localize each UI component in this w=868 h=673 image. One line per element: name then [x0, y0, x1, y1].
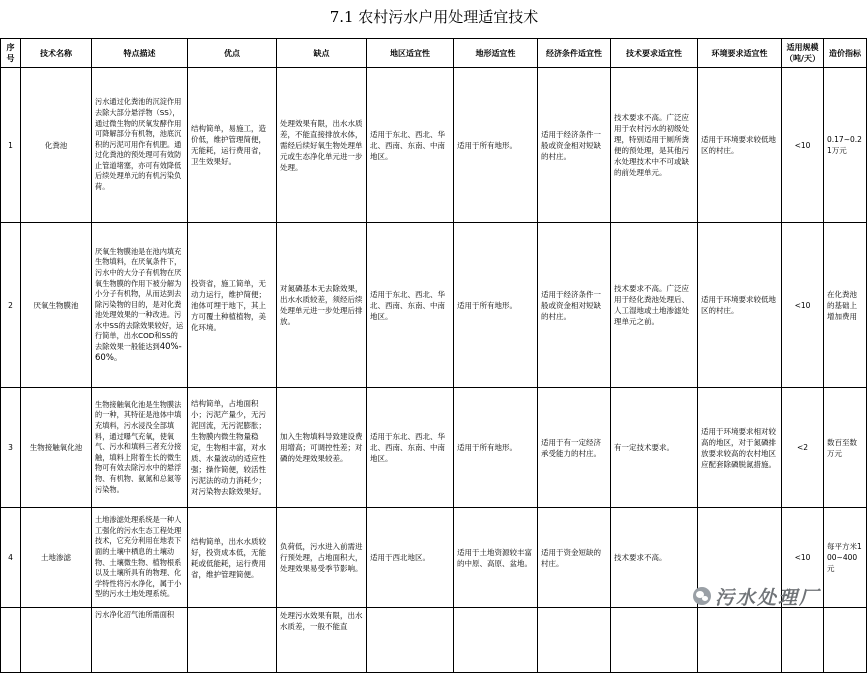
cell-no: 1 — [1, 68, 21, 223]
header-cost: 造价指标 — [824, 39, 867, 68]
cell-desc: 污水净化沼气池所需面积 — [92, 608, 188, 673]
cell-pros — [188, 608, 277, 673]
cell-terrain: 适用于所有地形。 — [454, 68, 538, 223]
page-title: 7.1 农村污水户用处理适宜技术 — [329, 8, 539, 26]
cell-economy — [538, 608, 611, 673]
cell-scale: <2 — [782, 388, 824, 508]
cell-terrain: 适用于土地资源较丰富的中原、高原、盆地。 — [454, 508, 538, 608]
header-terrain: 地形适宜性 — [454, 39, 538, 68]
wechat-icon — [693, 587, 711, 605]
cell-scale — [782, 608, 824, 673]
cell-cons: 加入生物填料导致建设费用增高；可调控性差；对磷的处理效果较差。 — [277, 388, 367, 508]
table-row — [1, 388, 867, 508]
table-row — [1, 68, 867, 223]
cell-desc — [92, 223, 188, 388]
cell-tech: 技术要求不高。 — [611, 508, 698, 608]
cell-tech: 技术要求不高。广泛应用于农村污水的初级处理，特别适用于厕所粪便的预处理，是其他污水处理技术中不可或缺的前处理单元。 — [611, 68, 698, 223]
cell-cost — [824, 608, 867, 673]
header-env: 环境要求适宜性 — [698, 39, 782, 68]
cell-cons: 负荷低，污水进入前需进行预处理，占地面积大，处理效果易受季节影响。 — [277, 508, 367, 608]
cell-cost: 数百至数万元 — [824, 388, 867, 508]
header-pros: 优点 — [188, 39, 277, 68]
cell-pros: 结构简单，出水水质较好，投资成本低，无能耗或低能耗，运行费用省，维护管理简便。 — [188, 508, 277, 608]
cell-terrain: 适用于所有地形。 — [454, 223, 538, 388]
header-no: 序号 — [1, 39, 21, 68]
table-row — [1, 608, 867, 673]
cell-name: 厌氧生物膜池 — [21, 223, 92, 388]
cell-desc: 生物接触氧化池是生物膜法的一种，其特征是池体中填充填料，污水浸没全部填料，通过曝气充氧，使氧气、污水和填料三者充分接触，填料上附着生长的微生物可有效去除污水中的悬浮物、有机物、氨氮和总氮等污染物。 — [92, 388, 188, 508]
cell-region: 适用于东北、西北、华北、西南、东南、中南地区。 — [367, 223, 454, 388]
technology-table — [0, 38, 867, 673]
watermark — [693, 583, 868, 609]
cell-pros: 投资省，施工简单，无动力运行，维护简便；池体可埋于地下，其上方可覆土种植植物，美化环境。 — [188, 223, 277, 388]
header-desc: 特点描述 — [92, 39, 188, 68]
table-row — [1, 223, 867, 388]
cell-economy: 适用于经济条件一般或资金相对短缺的村庄。 — [538, 223, 611, 388]
cell-region: 适用于西北地区。 — [367, 508, 454, 608]
cell-env: 适用于环境要求较低地区的村庄。 — [698, 68, 782, 223]
cell-name: 化粪池 — [21, 68, 92, 223]
header-region: 地区适宜性 — [367, 39, 454, 68]
cell-tech — [611, 608, 698, 673]
cell-cons: 处理污水效果有限，出水水质差，一般不能直 — [277, 608, 367, 673]
header-tech: 技术要求适宜性 — [611, 39, 698, 68]
header-scale: 适用规模（吨/天） — [782, 39, 824, 68]
cell-terrain — [454, 608, 538, 673]
cell-no — [1, 608, 21, 673]
cell-name — [21, 608, 92, 673]
header-row — [1, 39, 867, 68]
cell-region: 适用于东北、西北、华北、西南、东南、中南地区。 — [367, 68, 454, 223]
cell-cost: 在化粪池的基础上增加费用 — [824, 223, 867, 388]
cell-cost: 0.17~0.21万元 — [824, 68, 867, 223]
cell-no: 2 — [1, 223, 21, 388]
header-economy: 经济条件适宜性 — [538, 39, 611, 68]
cell-economy: 适用于资金短缺的村庄。 — [538, 508, 611, 608]
desc-text: 厌氧生物膜池是在池内填充生物填料，在厌氧条件下，污水中的大分子有机物在厌氧生物膜的作用下被分解为小分子有机物，从而达到去除污染物的目的，是对化粪池处理效果的一种改进。污水中SS的去除效果较好，运行简单，出水COD和SS的去除效果一般能达到 — [95, 246, 184, 352]
cell-scale: <10 — [782, 508, 824, 608]
cell-tech: 技术要求不高。广泛应用于经化粪池处理后、人工湿地或土地渗滤处理单元之前。 — [611, 223, 698, 388]
watermark-text: 污水处理厂 — [715, 586, 821, 609]
cell-env: 适用于环境要求相对较高的地区，对于氮磷排放要求较高的农村地区应配套除磷脱氮措施。 — [698, 388, 782, 508]
cell-pros: 结构简单，占地面积小；污泥产量少，无污泥回流，无污泥膨胀；生物膜内微生物量稳定，生物相丰富，对水质、水量波动的适应性强；操作简便，较活性污泥法的动力消耗少；对污染物去除效果好。 — [188, 388, 277, 508]
cell-scale: <10 — [782, 68, 824, 223]
cell-env — [698, 608, 782, 673]
cell-desc: 污水通过化粪池的沉淀作用去除大部分悬浮物（SS），通过微生物的厌氧发酵作用可降解部分有机物，池底沉积的污泥可用作有机肥。通过化粪池的预处理可有效防止管道堵塞，亦可有效降低后续处理单元的有机污染负荷。 — [92, 68, 188, 223]
cell-region — [367, 608, 454, 673]
cell-name: 生物接触氧化池 — [21, 388, 92, 508]
desc-tail: 40%-60%。 — [95, 342, 182, 363]
header-name: 技术名称 — [21, 39, 92, 68]
cell-cost: 每平方米100~400元 — [824, 508, 867, 608]
cell-no: 3 — [1, 388, 21, 508]
cell-economy: 适用于有一定经济承受能力的村庄。 — [538, 388, 611, 508]
cell-cons: 对氮磷基本无去除效果，出水水质较差，须经后续处理单元进一步处理后排放。 — [277, 223, 367, 388]
cell-env: 适用于环境要求较低地区的村庄。 — [698, 223, 782, 388]
cell-cons: 处理效果有限，出水水质差，不能直接排放水体，需经后续好氧生物处理单元或生态净化单元进一步处理。 — [277, 68, 367, 223]
cell-scale: <10 — [782, 223, 824, 388]
cell-region: 适用于东北、西北、华北、西南、东南、中南地区。 — [367, 388, 454, 508]
header-cons: 缺点 — [277, 39, 367, 68]
cell-no: 4 — [1, 508, 21, 608]
cell-tech: 有一定技术要求。 — [611, 388, 698, 508]
cell-economy: 适用于经济条件一般或资金相对短缺的村庄。 — [538, 68, 611, 223]
cell-desc: 土地渗滤处理系统是一种人工强化的污水生态工程处理技术，它充分利用在地表下面的土壤中栖息的土壤动物、土壤微生物、植物根系以及土壤所具有的物理、化学特性将污水净化，属于小型的污水土地处理系统。 — [92, 508, 188, 608]
cell-name: 土地渗滤 — [21, 508, 92, 608]
cell-terrain: 适用于所有地形。 — [454, 388, 538, 508]
cell-pros: 结构简单，易施工，造价低，维护管理简便，无能耗，运行费用省，卫生效果好。 — [188, 68, 277, 223]
